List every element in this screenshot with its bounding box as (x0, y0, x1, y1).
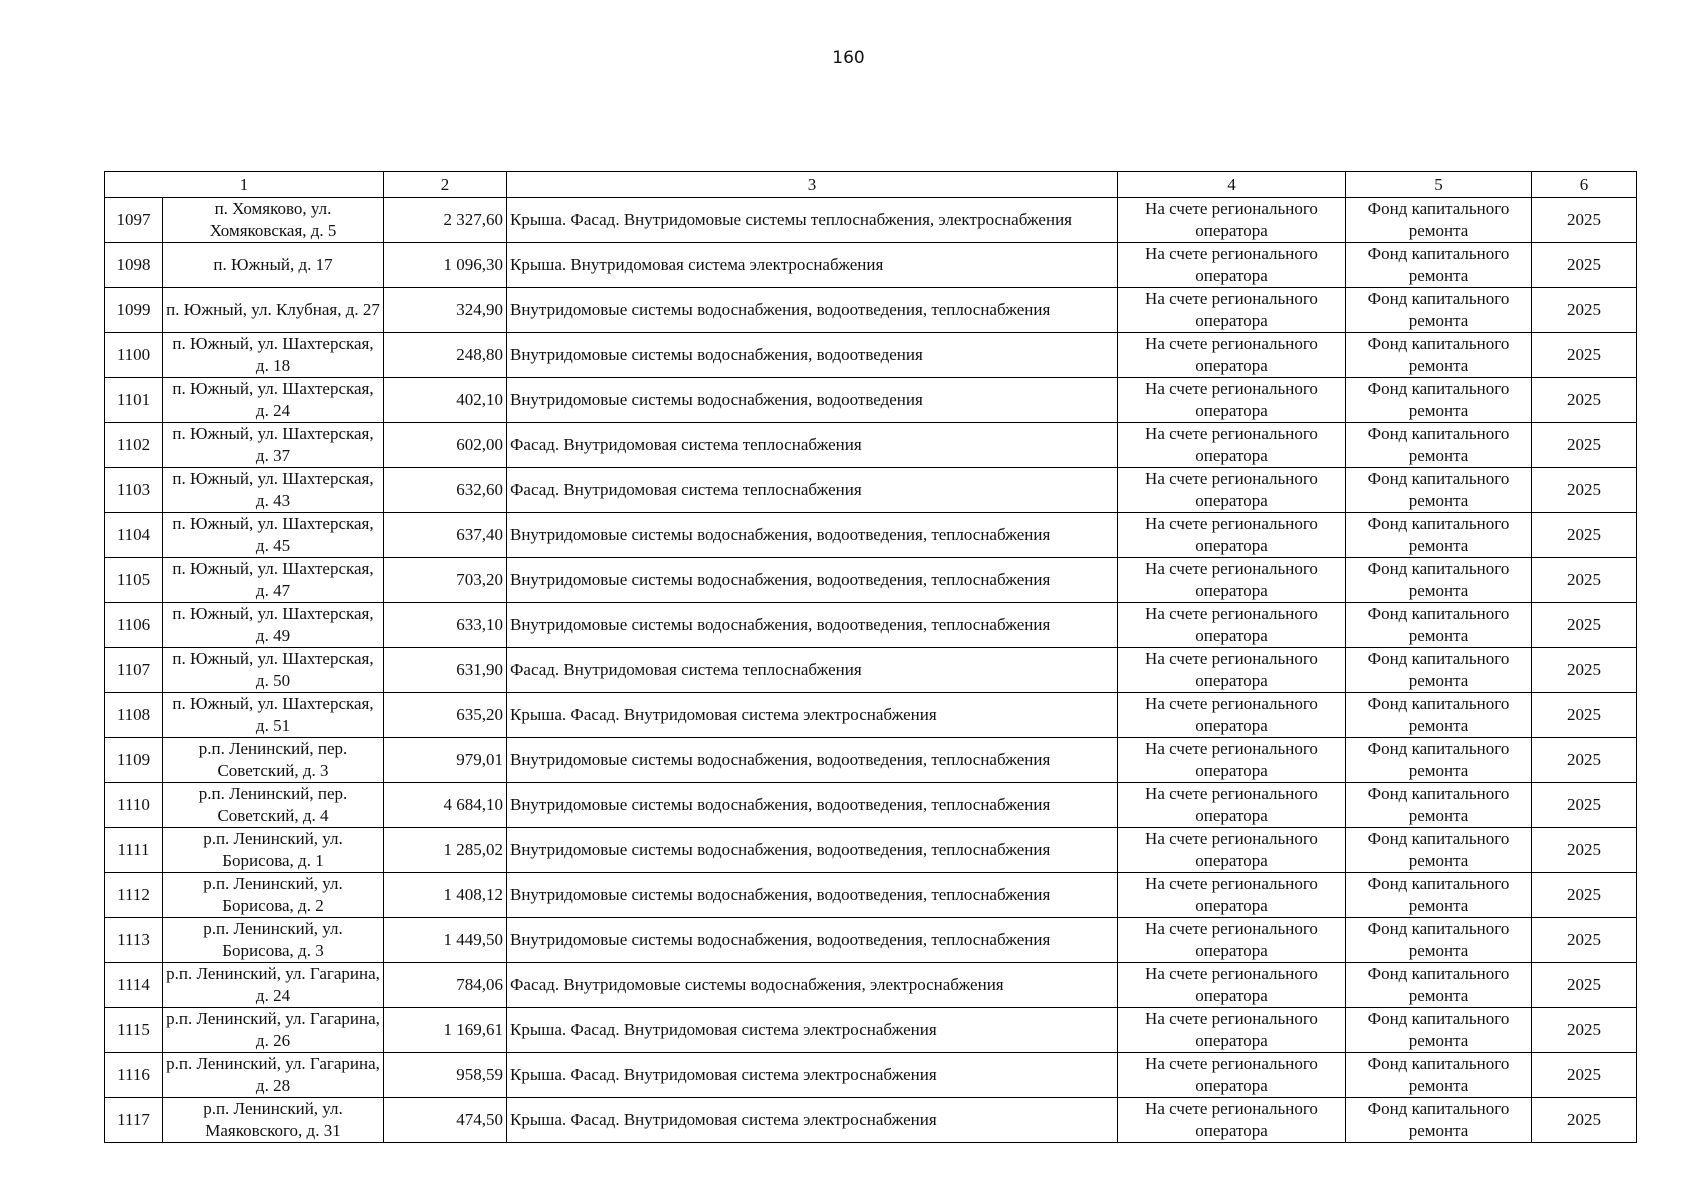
row-number: 1108 (105, 693, 163, 738)
account-cell: На счете регионального оператора (1118, 963, 1346, 1008)
row-number: 1100 (105, 333, 163, 378)
table-row (105, 963, 1637, 1008)
works-cell: Внутридомовые системы водоснабжения, водоотведения, теплоснабжения (507, 603, 1118, 648)
row-number: 1115 (105, 1008, 163, 1053)
address-cell: р.п. Ленинский, пер. Советский, д. 4 (163, 783, 384, 828)
table-row (105, 1053, 1637, 1098)
year-cell: 2025 (1532, 288, 1637, 333)
table-row (105, 288, 1637, 333)
year-cell: 2025 (1532, 1008, 1637, 1053)
row-number: 1102 (105, 423, 163, 468)
address-cell: п. Южный, ул. Шахтерская, д. 47 (163, 558, 384, 603)
account-cell: На счете регионального оператора (1118, 558, 1346, 603)
row-number: 1103 (105, 468, 163, 513)
account-cell: На счете регионального оператора (1118, 288, 1346, 333)
year-cell: 2025 (1532, 513, 1637, 558)
row-number: 1110 (105, 783, 163, 828)
year-cell: 2025 (1532, 378, 1637, 423)
area-cell: 602,00 (384, 423, 507, 468)
row-number: 1112 (105, 873, 163, 918)
column-header-3: 3 (507, 172, 1118, 198)
works-cell: Внутридомовые системы водоснабжения, водоотведения, теплоснабжения (507, 918, 1118, 963)
address-cell: п. Южный, д. 17 (163, 243, 384, 288)
works-cell: Фасад. Внутридомовые системы водоснабжения, электроснабжения (507, 963, 1118, 1008)
account-cell: На счете регионального оператора (1118, 423, 1346, 468)
year-cell: 2025 (1532, 648, 1637, 693)
table-row (105, 558, 1637, 603)
works-cell: Внутридомовые системы водоснабжения, водоотведения (507, 333, 1118, 378)
account-cell: На счете регионального оператора (1118, 1053, 1346, 1098)
account-cell: На счете регионального оператора (1118, 738, 1346, 783)
funding-source-cell: Фонд капитального ремонта (1346, 1053, 1532, 1098)
funding-source-cell: Фонд капитального ремонта (1346, 468, 1532, 513)
funding-source-cell: Фонд капитального ремонта (1346, 378, 1532, 423)
table-row (105, 1098, 1637, 1143)
account-cell: На счете регионального оператора (1118, 198, 1346, 243)
works-cell: Крыша. Фасад. Внутридомовая система электроснабжения (507, 1098, 1118, 1143)
address-cell: п. Южный, ул. Шахтерская, д. 50 (163, 648, 384, 693)
table-row (105, 423, 1637, 468)
row-number: 1106 (105, 603, 163, 648)
table-row (105, 378, 1637, 423)
area-cell: 1 096,30 (384, 243, 507, 288)
table-row (105, 783, 1637, 828)
works-cell: Крыша. Фасад. Внутридомовые системы теплоснабжения, электроснабжения (507, 198, 1118, 243)
row-number: 1111 (105, 828, 163, 873)
area-cell: 2 327,60 (384, 198, 507, 243)
table-row (105, 648, 1637, 693)
address-cell: п. Южный, ул. Шахтерская, д. 45 (163, 513, 384, 558)
table-row (105, 468, 1637, 513)
row-number: 1105 (105, 558, 163, 603)
year-cell: 2025 (1532, 333, 1637, 378)
works-cell: Фасад. Внутридомовая система теплоснабжения (507, 648, 1118, 693)
address-cell: р.п. Ленинский, ул. Борисова, д. 2 (163, 873, 384, 918)
row-number: 1117 (105, 1098, 163, 1143)
funding-source-cell: Фонд капитального ремонта (1346, 1008, 1532, 1053)
table-row (105, 513, 1637, 558)
address-cell: п. Южный, ул. Клубная, д. 27 (163, 288, 384, 333)
area-cell: 635,20 (384, 693, 507, 738)
funding-source-cell: Фонд капитального ремонта (1346, 198, 1532, 243)
year-cell: 2025 (1532, 198, 1637, 243)
year-cell: 2025 (1532, 738, 1637, 783)
account-cell: На счете регионального оператора (1118, 378, 1346, 423)
table-row (105, 198, 1637, 243)
row-number: 1114 (105, 963, 163, 1008)
area-cell: 784,06 (384, 963, 507, 1008)
area-cell: 1 408,12 (384, 873, 507, 918)
funding-source-cell: Фонд капитального ремонта (1346, 1098, 1532, 1143)
year-cell: 2025 (1532, 1053, 1637, 1098)
row-number: 1109 (105, 738, 163, 783)
works-cell: Внутридомовые системы водоснабжения, водоотведения, теплоснабжения (507, 288, 1118, 333)
area-cell: 637,40 (384, 513, 507, 558)
row-number: 1098 (105, 243, 163, 288)
table-row (105, 828, 1637, 873)
column-header-2: 2 (384, 172, 507, 198)
account-cell: На счете регионального оператора (1118, 243, 1346, 288)
works-cell: Крыша. Фасад. Внутридомовая система электроснабжения (507, 1053, 1118, 1098)
funding-source-cell: Фонд капитального ремонта (1346, 243, 1532, 288)
funding-source-cell: Фонд капитального ремонта (1346, 918, 1532, 963)
row-number: 1101 (105, 378, 163, 423)
area-cell: 632,60 (384, 468, 507, 513)
works-cell: Крыша. Внутридомовая система электроснабжения (507, 243, 1118, 288)
funding-source-cell: Фонд капитального ремонта (1346, 963, 1532, 1008)
area-cell: 958,59 (384, 1053, 507, 1098)
address-cell: п. Южный, ул. Шахтерская, д. 49 (163, 603, 384, 648)
account-cell: На счете регионального оператора (1118, 828, 1346, 873)
funding-source-cell: Фонд капитального ремонта (1346, 513, 1532, 558)
table-row (105, 918, 1637, 963)
year-cell: 2025 (1532, 783, 1637, 828)
table-row (105, 738, 1637, 783)
page-number: 160 (832, 48, 865, 68)
funding-source-cell: Фонд капитального ремонта (1346, 873, 1532, 918)
account-cell: На счете регионального оператора (1118, 1098, 1346, 1143)
area-cell: 4 684,10 (384, 783, 507, 828)
account-cell: На счете регионального оператора (1118, 513, 1346, 558)
works-cell: Крыша. Фасад. Внутридомовая система электроснабжения (507, 693, 1118, 738)
works-cell: Внутридомовые системы водоснабжения, водоотведения, теплоснабжения (507, 828, 1118, 873)
area-cell: 979,01 (384, 738, 507, 783)
works-cell: Фасад. Внутридомовая система теплоснабжения (507, 468, 1118, 513)
funding-source-cell: Фонд капитального ремонта (1346, 423, 1532, 468)
area-cell: 324,90 (384, 288, 507, 333)
row-number: 1099 (105, 288, 163, 333)
address-cell: р.п. Ленинский, пер. Советский, д. 3 (163, 738, 384, 783)
area-cell: 1 449,50 (384, 918, 507, 963)
year-cell: 2025 (1532, 423, 1637, 468)
works-cell: Внутридомовые системы водоснабжения, водоотведения (507, 378, 1118, 423)
row-number: 1113 (105, 918, 163, 963)
address-cell: р.п. Ленинский, ул. Борисова, д. 1 (163, 828, 384, 873)
year-cell: 2025 (1532, 243, 1637, 288)
table-row (105, 1008, 1637, 1053)
address-cell: п. Хомяково, ул. Хомяковская, д. 5 (163, 198, 384, 243)
year-cell: 2025 (1532, 828, 1637, 873)
column-header-1: 1 (105, 172, 384, 198)
address-cell: п. Южный, ул. Шахтерская, д. 51 (163, 693, 384, 738)
year-cell: 2025 (1532, 603, 1637, 648)
area-cell: 402,10 (384, 378, 507, 423)
row-number: 1097 (105, 198, 163, 243)
works-cell: Крыша. Фасад. Внутридомовая система электроснабжения (507, 1008, 1118, 1053)
year-cell: 2025 (1532, 963, 1637, 1008)
row-number: 1104 (105, 513, 163, 558)
works-cell: Внутридомовые системы водоснабжения, водоотведения, теплоснабжения (507, 738, 1118, 783)
area-cell: 248,80 (384, 333, 507, 378)
area-cell: 633,10 (384, 603, 507, 648)
address-cell: п. Южный, ул. Шахтерская, д. 24 (163, 378, 384, 423)
repair-registry-table (104, 171, 1637, 1143)
table-header-row (105, 172, 1637, 198)
year-cell: 2025 (1532, 558, 1637, 603)
table-row (105, 243, 1637, 288)
account-cell: На счете регионального оператора (1118, 468, 1346, 513)
works-cell: Внутридомовые системы водоснабжения, водоотведения, теплоснабжения (507, 558, 1118, 603)
account-cell: На счете регионального оператора (1118, 783, 1346, 828)
account-cell: На счете регионального оператора (1118, 603, 1346, 648)
funding-source-cell: Фонд капитального ремонта (1346, 738, 1532, 783)
address-cell: р.п. Ленинский, ул. Гагарина, д. 28 (163, 1053, 384, 1098)
account-cell: На счете регионального оператора (1118, 918, 1346, 963)
account-cell: На счете регионального оператора (1118, 693, 1346, 738)
address-cell: р.п. Ленинский, ул. Борисова, д. 3 (163, 918, 384, 963)
account-cell: На счете регионального оператора (1118, 648, 1346, 693)
table-row (105, 603, 1637, 648)
address-cell: р.п. Ленинский, ул. Маяковского, д. 31 (163, 1098, 384, 1143)
year-cell: 2025 (1532, 873, 1637, 918)
address-cell: р.п. Ленинский, ул. Гагарина, д. 26 (163, 1008, 384, 1053)
funding-source-cell: Фонд капитального ремонта (1346, 693, 1532, 738)
row-number: 1116 (105, 1053, 163, 1098)
column-header-4: 4 (1118, 172, 1346, 198)
year-cell: 2025 (1532, 918, 1637, 963)
area-cell: 703,20 (384, 558, 507, 603)
table-body (105, 198, 1637, 1143)
address-cell: п. Южный, ул. Шахтерская, д. 18 (163, 333, 384, 378)
works-cell: Фасад. Внутридомовая система теплоснабжения (507, 423, 1118, 468)
address-cell: п. Южный, ул. Шахтерская, д. 37 (163, 423, 384, 468)
account-cell: На счете регионального оператора (1118, 333, 1346, 378)
funding-source-cell: Фонд капитального ремонта (1346, 603, 1532, 648)
address-cell: п. Южный, ул. Шахтерская, д. 43 (163, 468, 384, 513)
column-header-6: 6 (1532, 172, 1637, 198)
area-cell: 631,90 (384, 648, 507, 693)
funding-source-cell: Фонд капитального ремонта (1346, 828, 1532, 873)
works-cell: Внутридомовые системы водоснабжения, водоотведения, теплоснабжения (507, 783, 1118, 828)
area-cell: 474,50 (384, 1098, 507, 1143)
table-row (105, 693, 1637, 738)
funding-source-cell: Фонд капитального ремонта (1346, 648, 1532, 693)
year-cell: 2025 (1532, 1098, 1637, 1143)
funding-source-cell: Фонд капитального ремонта (1346, 333, 1532, 378)
row-number: 1107 (105, 648, 163, 693)
account-cell: На счете регионального оператора (1118, 1008, 1346, 1053)
table-row (105, 873, 1637, 918)
funding-source-cell: Фонд капитального ремонта (1346, 783, 1532, 828)
account-cell: На счете регионального оператора (1118, 873, 1346, 918)
area-cell: 1 285,02 (384, 828, 507, 873)
area-cell: 1 169,61 (384, 1008, 507, 1053)
year-cell: 2025 (1532, 693, 1637, 738)
address-cell: р.п. Ленинский, ул. Гагарина, д. 24 (163, 963, 384, 1008)
works-cell: Внутридомовые системы водоснабжения, водоотведения, теплоснабжения (507, 513, 1118, 558)
year-cell: 2025 (1532, 468, 1637, 513)
funding-source-cell: Фонд капитального ремонта (1346, 288, 1532, 333)
table-row (105, 333, 1637, 378)
funding-source-cell: Фонд капитального ремонта (1346, 558, 1532, 603)
column-header-5: 5 (1346, 172, 1532, 198)
works-cell: Внутридомовые системы водоснабжения, водоотведения, теплоснабжения (507, 873, 1118, 918)
